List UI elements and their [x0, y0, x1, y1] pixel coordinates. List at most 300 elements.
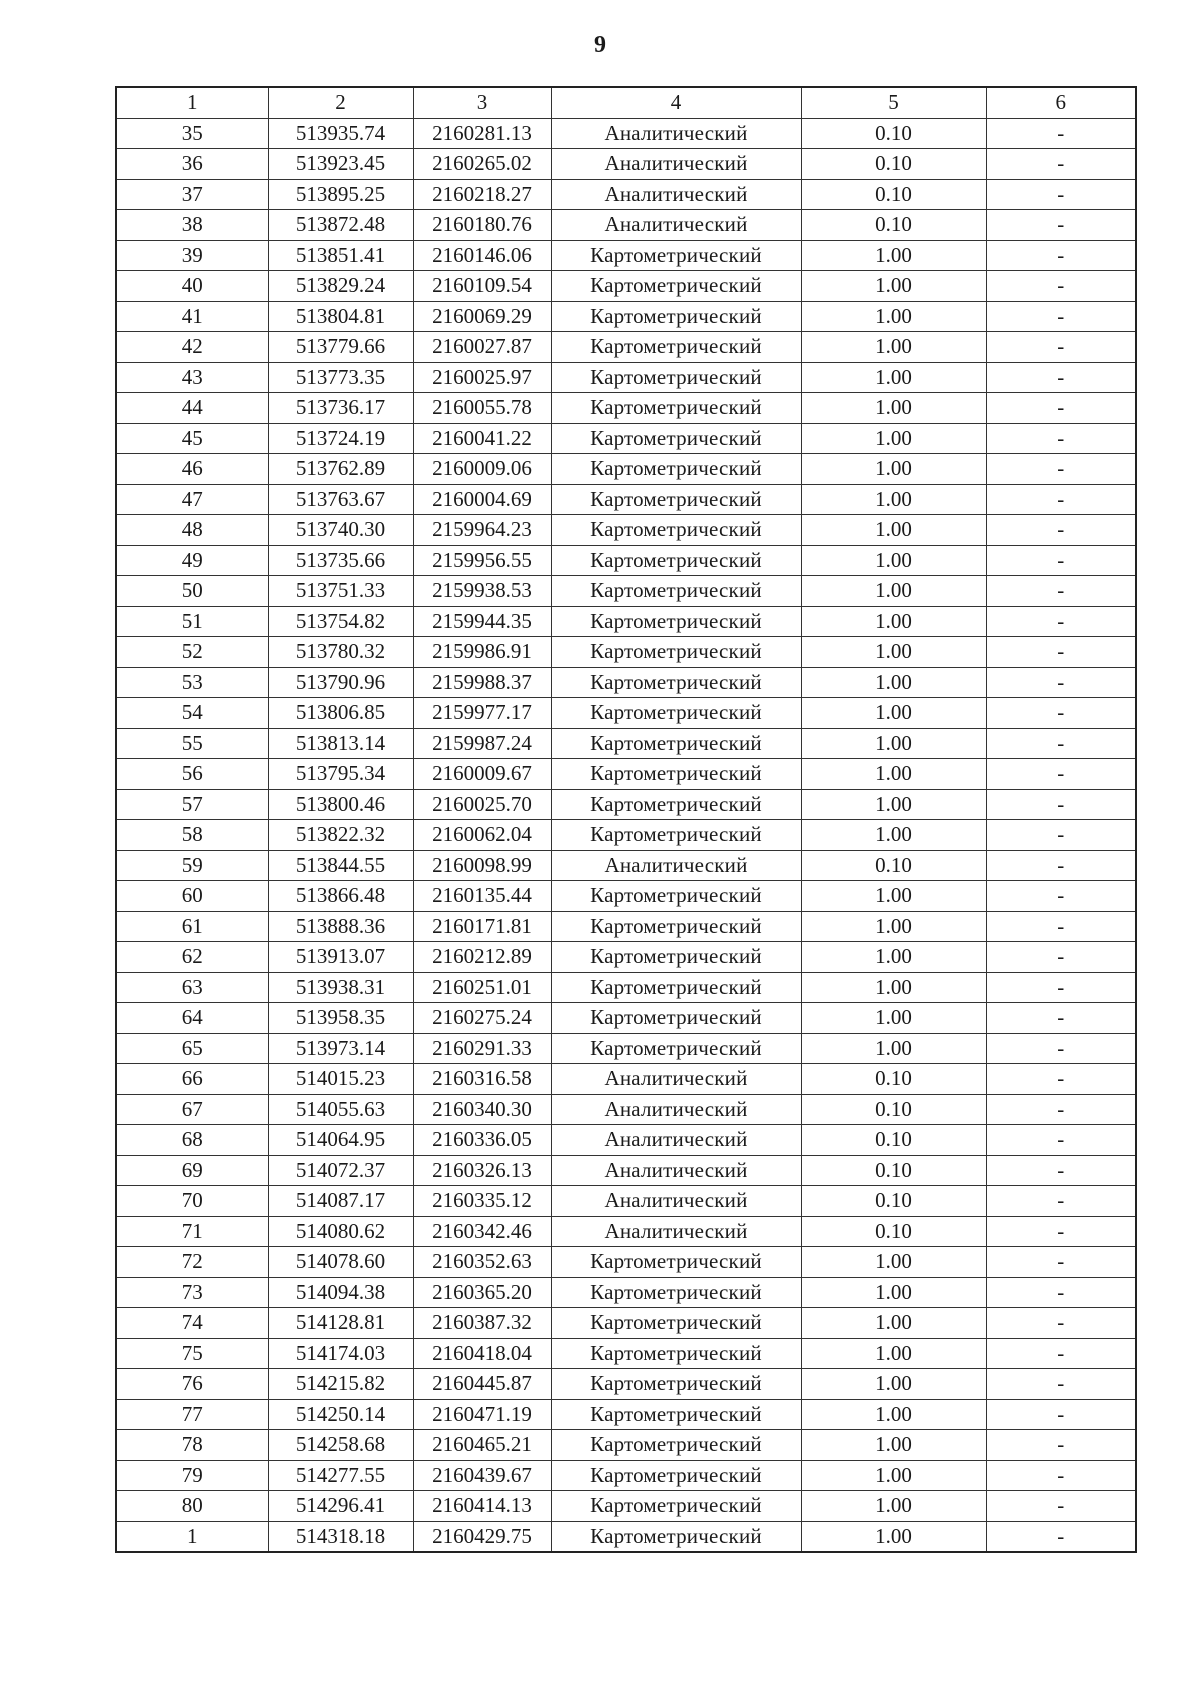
table-row: [116, 1308, 1136, 1339]
accuracy-cell: 1.00: [801, 271, 986, 302]
point-number-cell: 79: [116, 1460, 268, 1491]
accuracy-cell: 0.10: [801, 1216, 986, 1247]
header-cell-5: 5: [801, 87, 986, 118]
method-cell: Аналитический: [551, 1155, 801, 1186]
method-cell: Аналитический: [551, 118, 801, 149]
y-coordinate-cell: 2160471.19: [413, 1399, 551, 1430]
x-coordinate-cell: 514015.23: [268, 1064, 413, 1095]
accuracy-cell: 1.00: [801, 545, 986, 576]
method-cell: Картометрический: [551, 454, 801, 485]
table-row: [116, 606, 1136, 637]
method-cell: Картометрический: [551, 423, 801, 454]
note-cell: -: [986, 1003, 1136, 1034]
point-number-cell: 73: [116, 1277, 268, 1308]
table-row: [116, 911, 1136, 942]
accuracy-cell: 0.10: [801, 179, 986, 210]
table-row: [116, 1033, 1136, 1064]
y-coordinate-cell: 2160069.29: [413, 301, 551, 332]
page-number: 9: [594, 32, 606, 58]
x-coordinate-cell: 513724.19: [268, 423, 413, 454]
method-cell: Картометрический: [551, 606, 801, 637]
table-row: [116, 1125, 1136, 1156]
point-number-cell: 47: [116, 484, 268, 515]
accuracy-cell: 1.00: [801, 759, 986, 790]
method-cell: Картометрический: [551, 515, 801, 546]
point-number-cell: 61: [116, 911, 268, 942]
method-cell: Аналитический: [551, 149, 801, 180]
y-coordinate-cell: 2160212.89: [413, 942, 551, 973]
method-cell: Картометрический: [551, 1308, 801, 1339]
note-cell: -: [986, 1033, 1136, 1064]
note-cell: -: [986, 881, 1136, 912]
note-cell: -: [986, 789, 1136, 820]
accuracy-cell: 0.10: [801, 1155, 986, 1186]
table-row: [116, 1399, 1136, 1430]
y-coordinate-cell: 2160027.87: [413, 332, 551, 363]
note-cell: -: [986, 1338, 1136, 1369]
x-coordinate-cell: 514215.82: [268, 1369, 413, 1400]
point-number-cell: 67: [116, 1094, 268, 1125]
point-number-cell: 51: [116, 606, 268, 637]
accuracy-cell: 1.00: [801, 942, 986, 973]
note-cell: -: [986, 667, 1136, 698]
method-cell: Картометрический: [551, 1003, 801, 1034]
accuracy-cell: 1.00: [801, 240, 986, 271]
accuracy-cell: 1.00: [801, 789, 986, 820]
table-row: [116, 1460, 1136, 1491]
table-row: [116, 1064, 1136, 1095]
x-coordinate-cell: 514064.95: [268, 1125, 413, 1156]
accuracy-cell: 1.00: [801, 728, 986, 759]
note-cell: -: [986, 423, 1136, 454]
accuracy-cell: 1.00: [801, 1521, 986, 1552]
y-coordinate-cell: 2160171.81: [413, 911, 551, 942]
point-number-cell: 69: [116, 1155, 268, 1186]
y-coordinate-cell: 2160316.58: [413, 1064, 551, 1095]
note-cell: -: [986, 179, 1136, 210]
x-coordinate-cell: 513872.48: [268, 210, 413, 241]
accuracy-cell: 1.00: [801, 301, 986, 332]
accuracy-cell: 1.00: [801, 637, 986, 668]
accuracy-cell: 0.10: [801, 1186, 986, 1217]
x-coordinate-cell: 513762.89: [268, 454, 413, 485]
note-cell: -: [986, 1399, 1136, 1430]
x-coordinate-cell: 513958.35: [268, 1003, 413, 1034]
x-coordinate-cell: 513913.07: [268, 942, 413, 973]
point-number-cell: 58: [116, 820, 268, 851]
point-number-cell: 37: [116, 179, 268, 210]
method-cell: Картометрический: [551, 911, 801, 942]
x-coordinate-cell: 513736.17: [268, 393, 413, 424]
table-row: [116, 850, 1136, 881]
x-coordinate-cell: 513740.30: [268, 515, 413, 546]
header-cell-2: 2: [268, 87, 413, 118]
table-row: [116, 423, 1136, 454]
method-cell: Картометрический: [551, 240, 801, 271]
x-coordinate-cell: 513804.81: [268, 301, 413, 332]
accuracy-cell: 1.00: [801, 1277, 986, 1308]
note-cell: -: [986, 698, 1136, 729]
point-number-cell: 39: [116, 240, 268, 271]
table-row: [116, 1247, 1136, 1278]
header-cell-4: 4: [551, 87, 801, 118]
note-cell: -: [986, 484, 1136, 515]
y-coordinate-cell: 2160340.30: [413, 1094, 551, 1125]
accuracy-cell: 1.00: [801, 362, 986, 393]
note-cell: -: [986, 1094, 1136, 1125]
method-cell: Картометрический: [551, 545, 801, 576]
x-coordinate-cell: 514087.17: [268, 1186, 413, 1217]
x-coordinate-cell: 514078.60: [268, 1247, 413, 1278]
y-coordinate-cell: 2160429.75: [413, 1521, 551, 1552]
accuracy-cell: 1.00: [801, 972, 986, 1003]
point-number-cell: 59: [116, 850, 268, 881]
header-cell-6: 6: [986, 87, 1136, 118]
method-cell: Картометрический: [551, 332, 801, 363]
method-cell: Картометрический: [551, 1277, 801, 1308]
accuracy-cell: 0.10: [801, 850, 986, 881]
x-coordinate-cell: 513844.55: [268, 850, 413, 881]
table-row: [116, 820, 1136, 851]
x-coordinate-cell: 514072.37: [268, 1155, 413, 1186]
note-cell: -: [986, 606, 1136, 637]
y-coordinate-cell: 2160335.12: [413, 1186, 551, 1217]
x-coordinate-cell: 513806.85: [268, 698, 413, 729]
point-number-cell: 56: [116, 759, 268, 790]
y-coordinate-cell: 2160025.97: [413, 362, 551, 393]
y-coordinate-cell: 2160291.33: [413, 1033, 551, 1064]
point-number-cell: 75: [116, 1338, 268, 1369]
method-cell: Картометрический: [551, 576, 801, 607]
method-cell: Аналитический: [551, 1216, 801, 1247]
point-number-cell: 78: [116, 1430, 268, 1461]
accuracy-cell: 1.00: [801, 698, 986, 729]
point-number-cell: 65: [116, 1033, 268, 1064]
note-cell: -: [986, 911, 1136, 942]
y-coordinate-cell: 2159944.35: [413, 606, 551, 637]
x-coordinate-cell: 513779.66: [268, 332, 413, 363]
table-row: [116, 1186, 1136, 1217]
y-coordinate-cell: 2160445.87: [413, 1369, 551, 1400]
accuracy-cell: 1.00: [801, 667, 986, 698]
point-number-cell: 36: [116, 149, 268, 180]
point-number-cell: 77: [116, 1399, 268, 1430]
point-number-cell: 74: [116, 1308, 268, 1339]
note-cell: -: [986, 1247, 1136, 1278]
x-coordinate-cell: 514277.55: [268, 1460, 413, 1491]
method-cell: Картометрический: [551, 1399, 801, 1430]
point-number-cell: 62: [116, 942, 268, 973]
note-cell: -: [986, 454, 1136, 485]
x-coordinate-cell: 514080.62: [268, 1216, 413, 1247]
accuracy-cell: 1.00: [801, 1430, 986, 1461]
method-cell: Картометрический: [551, 1338, 801, 1369]
accuracy-cell: 1.00: [801, 1399, 986, 1430]
accuracy-cell: 1.00: [801, 423, 986, 454]
y-coordinate-cell: 2159988.37: [413, 667, 551, 698]
y-coordinate-cell: 2160336.05: [413, 1125, 551, 1156]
accuracy-cell: 1.00: [801, 1308, 986, 1339]
table-row: [116, 149, 1136, 180]
note-cell: -: [986, 271, 1136, 302]
y-coordinate-cell: 2159987.24: [413, 728, 551, 759]
note-cell: -: [986, 1277, 1136, 1308]
method-cell: Картометрический: [551, 271, 801, 302]
x-coordinate-cell: 514318.18: [268, 1521, 413, 1552]
point-number-cell: 35: [116, 118, 268, 149]
x-coordinate-cell: 513888.36: [268, 911, 413, 942]
y-coordinate-cell: 2159977.17: [413, 698, 551, 729]
x-coordinate-cell: 513800.46: [268, 789, 413, 820]
x-coordinate-cell: 513763.67: [268, 484, 413, 515]
note-cell: -: [986, 515, 1136, 546]
coordinates-table: [115, 86, 1137, 1553]
y-coordinate-cell: 2160055.78: [413, 393, 551, 424]
point-number-cell: 68: [116, 1125, 268, 1156]
method-cell: Картометрический: [551, 972, 801, 1003]
x-coordinate-cell: 513938.31: [268, 972, 413, 1003]
header-row: [116, 87, 1136, 118]
accuracy-cell: 0.10: [801, 1094, 986, 1125]
method-cell: Картометрический: [551, 698, 801, 729]
method-cell: Аналитический: [551, 1094, 801, 1125]
accuracy-cell: 0.10: [801, 149, 986, 180]
table-row: [116, 271, 1136, 302]
note-cell: -: [986, 1491, 1136, 1522]
table-row: [116, 454, 1136, 485]
x-coordinate-cell: 513822.32: [268, 820, 413, 851]
y-coordinate-cell: 2160109.54: [413, 271, 551, 302]
table-row: [116, 1003, 1136, 1034]
note-cell: -: [986, 1308, 1136, 1339]
note-cell: -: [986, 240, 1136, 271]
accuracy-cell: 0.10: [801, 1064, 986, 1095]
note-cell: -: [986, 1369, 1136, 1400]
note-cell: -: [986, 728, 1136, 759]
y-coordinate-cell: 2160135.44: [413, 881, 551, 912]
y-coordinate-cell: 2160009.67: [413, 759, 551, 790]
accuracy-cell: 1.00: [801, 820, 986, 851]
table-row: [116, 789, 1136, 820]
point-number-cell: 57: [116, 789, 268, 820]
note-cell: -: [986, 972, 1136, 1003]
table-row: [116, 240, 1136, 271]
table-row: [116, 1155, 1136, 1186]
x-coordinate-cell: 514258.68: [268, 1430, 413, 1461]
method-cell: Аналитический: [551, 179, 801, 210]
note-cell: -: [986, 1064, 1136, 1095]
point-number-cell: 63: [116, 972, 268, 1003]
point-number-cell: 1: [116, 1521, 268, 1552]
note-cell: -: [986, 576, 1136, 607]
x-coordinate-cell: 513973.14: [268, 1033, 413, 1064]
x-coordinate-cell: 513790.96: [268, 667, 413, 698]
x-coordinate-cell: 513780.32: [268, 637, 413, 668]
table-row: [116, 667, 1136, 698]
table-row: [116, 637, 1136, 668]
point-number-cell: 46: [116, 454, 268, 485]
method-cell: Картометрический: [551, 789, 801, 820]
y-coordinate-cell: 2160326.13: [413, 1155, 551, 1186]
note-cell: -: [986, 301, 1136, 332]
table-row: [116, 362, 1136, 393]
note-cell: -: [986, 332, 1136, 363]
y-coordinate-cell: 2160265.02: [413, 149, 551, 180]
y-coordinate-cell: 2160387.32: [413, 1308, 551, 1339]
point-number-cell: 71: [116, 1216, 268, 1247]
table-row: [116, 118, 1136, 149]
y-coordinate-cell: 2160251.01: [413, 972, 551, 1003]
x-coordinate-cell: 514174.03: [268, 1338, 413, 1369]
point-number-cell: 76: [116, 1369, 268, 1400]
y-coordinate-cell: 2159964.23: [413, 515, 551, 546]
note-cell: -: [986, 118, 1136, 149]
note-cell: -: [986, 759, 1136, 790]
accuracy-cell: 1.00: [801, 393, 986, 424]
x-coordinate-cell: 513935.74: [268, 118, 413, 149]
y-coordinate-cell: 2160009.06: [413, 454, 551, 485]
table-header: [116, 87, 1136, 118]
accuracy-cell: 1.00: [801, 454, 986, 485]
table-row: [116, 1338, 1136, 1369]
accuracy-cell: 1.00: [801, 881, 986, 912]
y-coordinate-cell: 2159986.91: [413, 637, 551, 668]
x-coordinate-cell: 513813.14: [268, 728, 413, 759]
table-row: [116, 484, 1136, 515]
note-cell: -: [986, 362, 1136, 393]
accuracy-cell: 1.00: [801, 606, 986, 637]
y-coordinate-cell: 2160365.20: [413, 1277, 551, 1308]
y-coordinate-cell: 2160275.24: [413, 1003, 551, 1034]
note-cell: -: [986, 942, 1136, 973]
note-cell: -: [986, 1460, 1136, 1491]
accuracy-cell: 1.00: [801, 1003, 986, 1034]
method-cell: Картометрический: [551, 820, 801, 851]
method-cell: Аналитический: [551, 210, 801, 241]
accuracy-cell: 1.00: [801, 576, 986, 607]
point-number-cell: 40: [116, 271, 268, 302]
table-row: [116, 545, 1136, 576]
y-coordinate-cell: 2160439.67: [413, 1460, 551, 1491]
point-number-cell: 66: [116, 1064, 268, 1095]
method-cell: Картометрический: [551, 1430, 801, 1461]
method-cell: Картометрический: [551, 759, 801, 790]
note-cell: -: [986, 393, 1136, 424]
point-number-cell: 80: [116, 1491, 268, 1522]
x-coordinate-cell: 513923.45: [268, 149, 413, 180]
y-coordinate-cell: 2160146.06: [413, 240, 551, 271]
note-cell: -: [986, 637, 1136, 668]
accuracy-cell: 1.00: [801, 1491, 986, 1522]
note-cell: -: [986, 820, 1136, 851]
table-row: [116, 210, 1136, 241]
x-coordinate-cell: 513735.66: [268, 545, 413, 576]
point-number-cell: 72: [116, 1247, 268, 1278]
method-cell: Аналитический: [551, 1186, 801, 1217]
table-row: [116, 1430, 1136, 1461]
y-coordinate-cell: 2160041.22: [413, 423, 551, 454]
table-row: [116, 332, 1136, 363]
point-number-cell: 44: [116, 393, 268, 424]
accuracy-cell: 1.00: [801, 1033, 986, 1064]
accuracy-cell: 0.10: [801, 118, 986, 149]
accuracy-cell: 0.10: [801, 210, 986, 241]
method-cell: Картометрический: [551, 393, 801, 424]
point-number-cell: 53: [116, 667, 268, 698]
table-row: [116, 1216, 1136, 1247]
method-cell: Картометрический: [551, 637, 801, 668]
accuracy-cell: 1.00: [801, 1460, 986, 1491]
table-row: [116, 1094, 1136, 1125]
y-coordinate-cell: 2160352.63: [413, 1247, 551, 1278]
accuracy-cell: 1.00: [801, 1369, 986, 1400]
point-number-cell: 70: [116, 1186, 268, 1217]
y-coordinate-cell: 2160342.46: [413, 1216, 551, 1247]
method-cell: Картометрический: [551, 1491, 801, 1522]
accuracy-cell: 1.00: [801, 515, 986, 546]
table-row: [116, 759, 1136, 790]
table-row: [116, 1491, 1136, 1522]
table-row: [116, 728, 1136, 759]
note-cell: -: [986, 1125, 1136, 1156]
point-number-cell: 54: [116, 698, 268, 729]
method-cell: Картометрический: [551, 942, 801, 973]
method-cell: Аналитический: [551, 850, 801, 881]
method-cell: Картометрический: [551, 1033, 801, 1064]
x-coordinate-cell: 513773.35: [268, 362, 413, 393]
header-cell-1: 1: [116, 87, 268, 118]
accuracy-cell: 1.00: [801, 484, 986, 515]
y-coordinate-cell: 2160180.76: [413, 210, 551, 241]
y-coordinate-cell: 2160004.69: [413, 484, 551, 515]
note-cell: -: [986, 1521, 1136, 1552]
point-number-cell: 49: [116, 545, 268, 576]
note-cell: -: [986, 1155, 1136, 1186]
method-cell: Картометрический: [551, 881, 801, 912]
x-coordinate-cell: 514296.41: [268, 1491, 413, 1522]
y-coordinate-cell: 2160062.04: [413, 820, 551, 851]
method-cell: Картометрический: [551, 667, 801, 698]
point-number-cell: 45: [116, 423, 268, 454]
x-coordinate-cell: 514094.38: [268, 1277, 413, 1308]
x-coordinate-cell: 514055.63: [268, 1094, 413, 1125]
method-cell: Картометрический: [551, 362, 801, 393]
table-row: [116, 942, 1136, 973]
y-coordinate-cell: 2160098.99: [413, 850, 551, 881]
method-cell: Аналитический: [551, 1125, 801, 1156]
note-cell: -: [986, 1430, 1136, 1461]
table-row: [116, 301, 1136, 332]
y-coordinate-cell: 2159956.55: [413, 545, 551, 576]
table-row: [116, 1521, 1136, 1552]
note-cell: -: [986, 1186, 1136, 1217]
method-cell: Аналитический: [551, 1064, 801, 1095]
x-coordinate-cell: 513866.48: [268, 881, 413, 912]
point-number-cell: 48: [116, 515, 268, 546]
table-row: [116, 576, 1136, 607]
x-coordinate-cell: 513829.24: [268, 271, 413, 302]
header-cell-3: 3: [413, 87, 551, 118]
note-cell: -: [986, 210, 1136, 241]
accuracy-cell: 1.00: [801, 1338, 986, 1369]
table-row: [116, 1369, 1136, 1400]
x-coordinate-cell: 513795.34: [268, 759, 413, 790]
accuracy-cell: 1.00: [801, 332, 986, 363]
x-coordinate-cell: 513754.82: [268, 606, 413, 637]
method-cell: Картометрический: [551, 1369, 801, 1400]
x-coordinate-cell: 513895.25: [268, 179, 413, 210]
table-body: [116, 118, 1136, 1552]
